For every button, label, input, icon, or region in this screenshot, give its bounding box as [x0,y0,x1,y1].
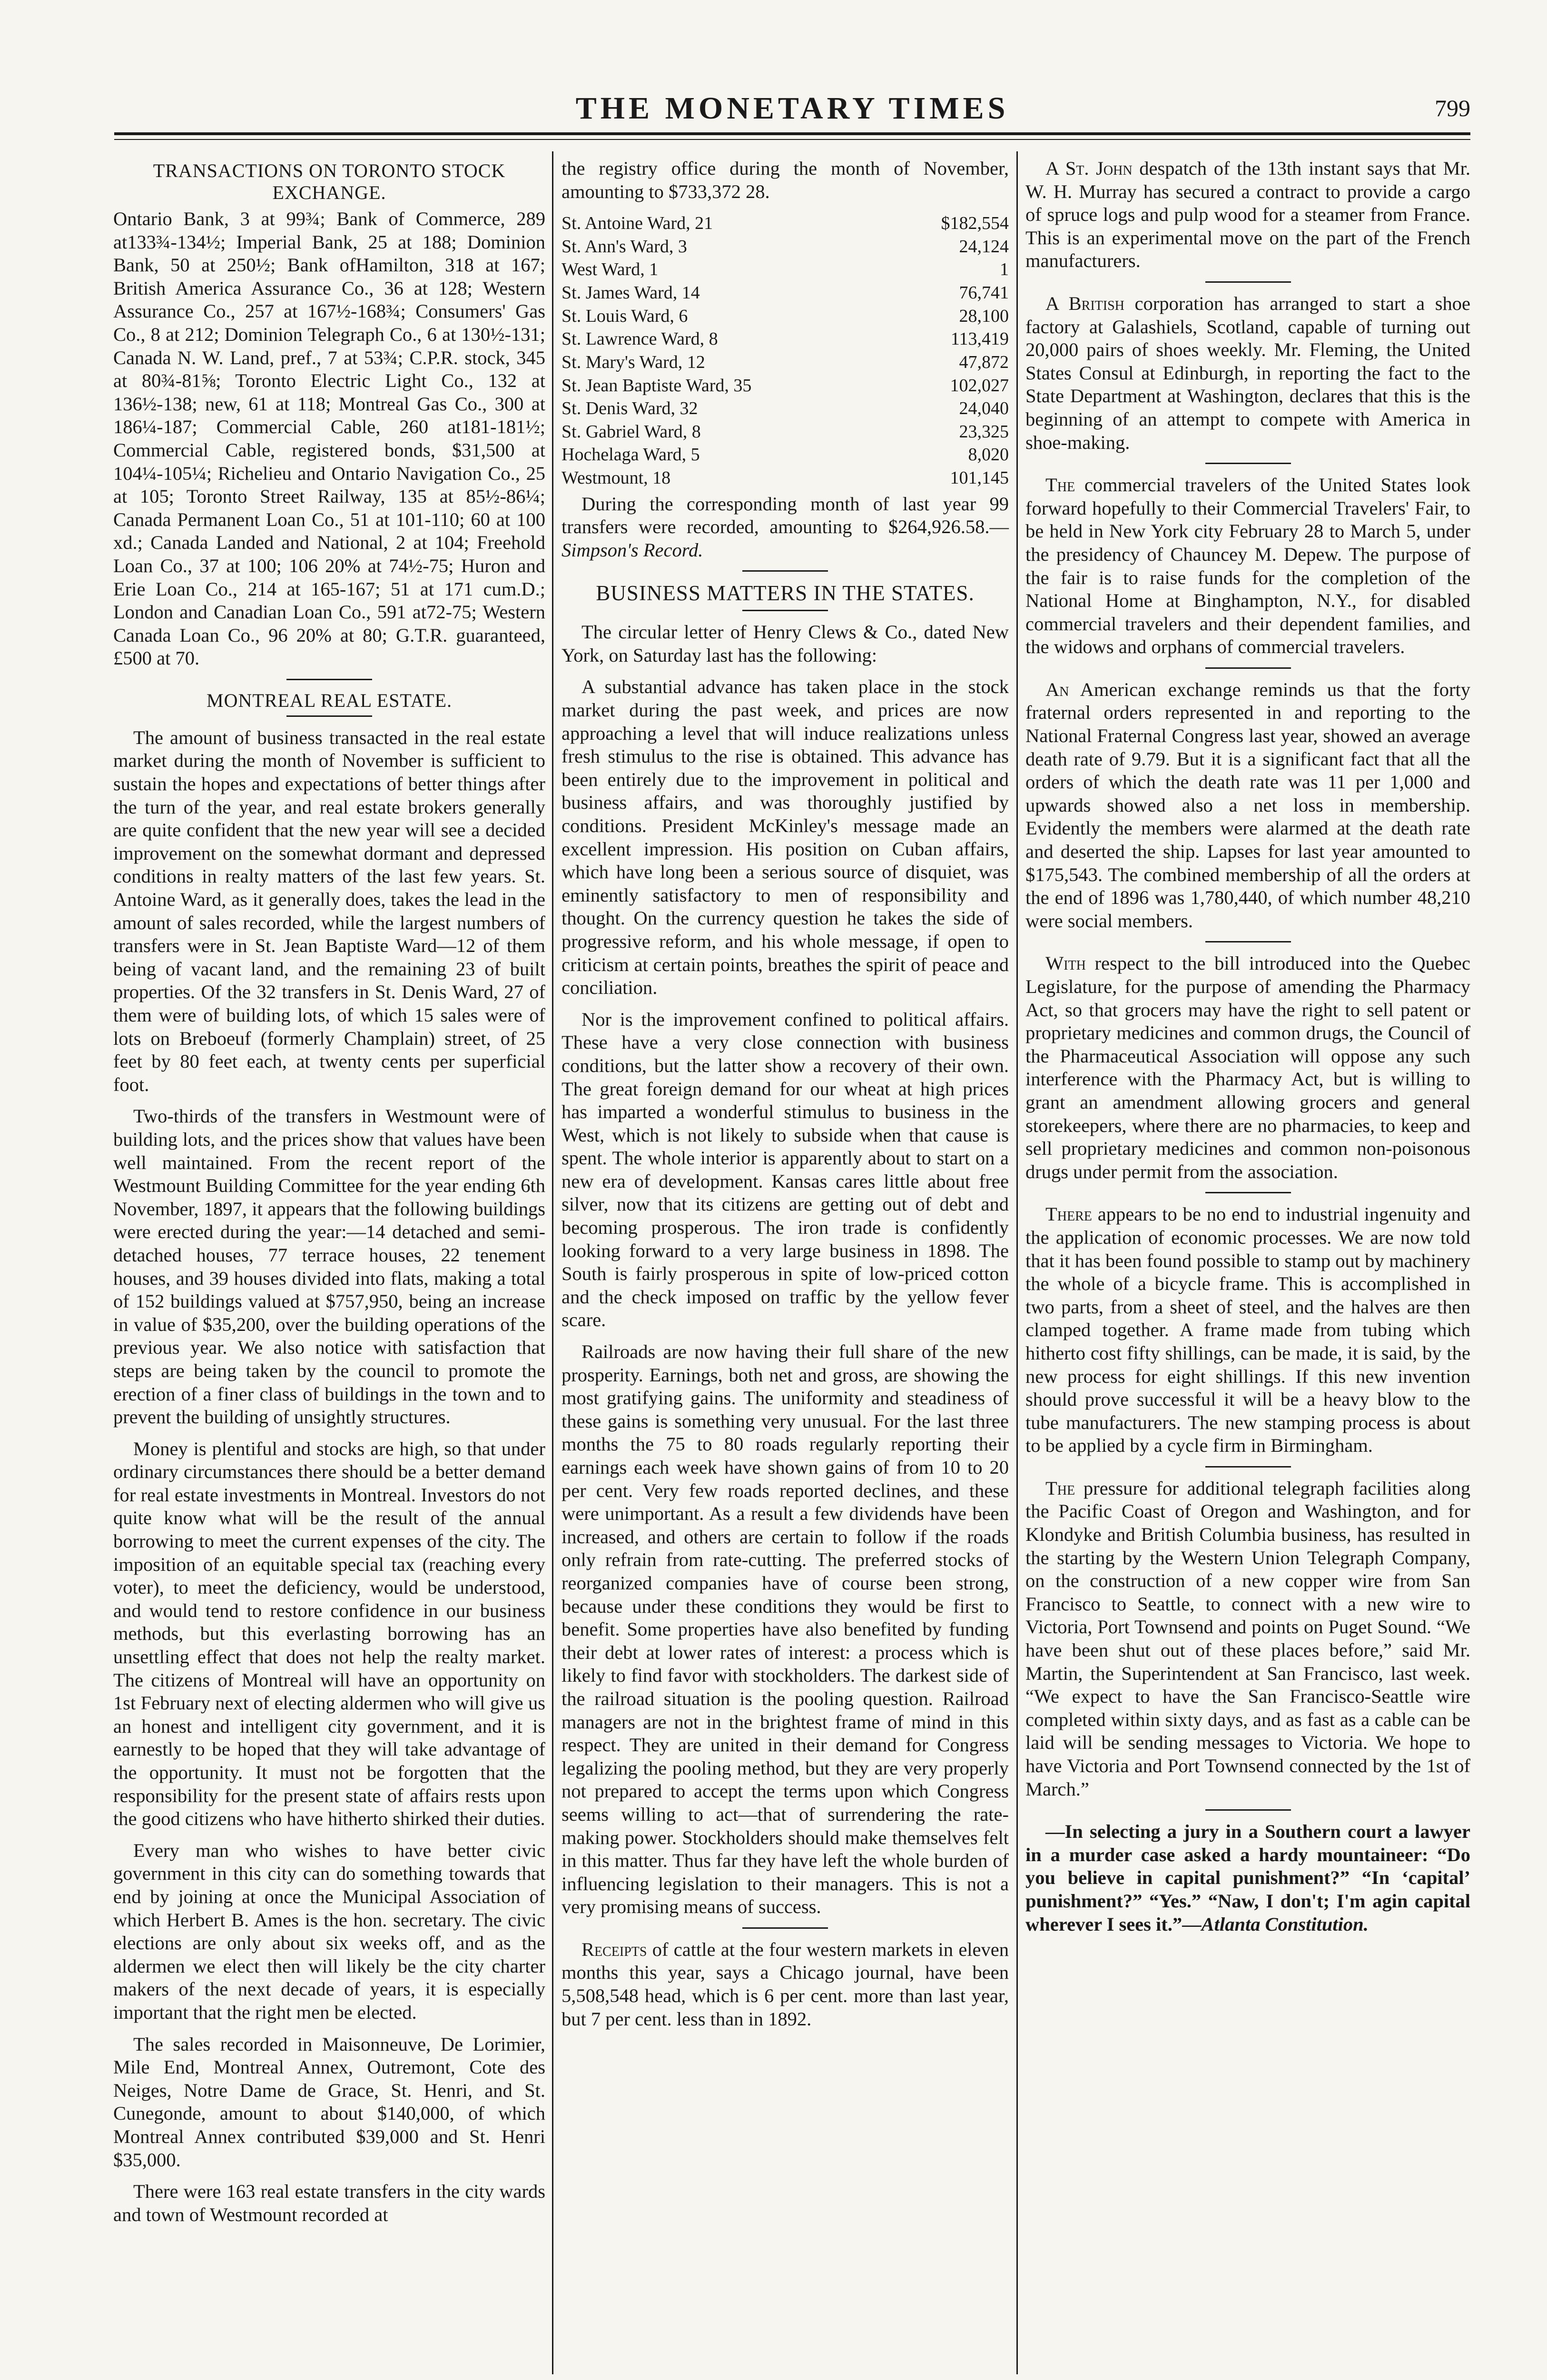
column-divider [552,151,553,2374]
table-row [562,397,1009,420]
section-rule [1205,1192,1291,1193]
news-item [1025,952,1470,1183]
ward-name: St. Denis Ward, 32 [562,398,698,419]
ward-amount: 113,419 [950,329,1009,349]
table-row [562,281,1009,305]
item-lead: The [1045,1477,1075,1499]
news-item [1025,1203,1470,1458]
ward-amount: 28,100 [959,306,1009,326]
table-row [562,374,1009,397]
ward-amount: 1 [1000,259,1009,280]
column-divider [1016,151,1018,2374]
ward-amount: $182,554 [941,213,1009,234]
ward-amount: 24,124 [959,236,1009,257]
section-rule [1205,1809,1291,1811]
jury-text: —In selecting a jury in a Southern court a lawyer in a murder case asked a hardy mountaineer: “Do you believe in capital punishment?” “In ‘capital’ punishment?” “Yes.” “Naw, I don't; I'm agin capital wherever I sees it.”— [1025,1821,1470,1935]
section-rule [286,715,372,717]
ward-name: St. Mary's Ward, 12 [562,352,705,372]
continuation-text: the registry office during the month of November, amounting to $733,372 28. [562,158,1009,202]
column-middle [562,157,1009,2039]
article-paragraph: Every man who wishes to have better civic government in this city can do something towards that end by joining at once the Municipal Association of which Herbert B. Ames is the hon. secretary. The civic elections are only about six weeks off, and as the aldermen we elect then will likely be the city charter makers of the next decade of years, it is especially important that the right men be elected. [113,1839,545,2023]
masthead [114,90,1470,129]
ward-name: St. Antoine Ward, 21 [562,213,713,234]
table-row [562,351,1009,374]
ward-note [562,493,1009,562]
ward-name: St. Ann's Ward, 3 [562,236,687,257]
ward-amount: 47,872 [959,352,1009,372]
item-text: commercial travelers of the United States look forward hopefully to their Commercial Travelers' Fair, to be held in New York city February 28 to March 5, under the presidency of Chauncey M. Depew. The purpose of the fair is to raise funds for the completion of the National Home at Binghampton, N.Y., for disabled commercial travelers and their dependent families, and the widows and orphans of commercial travelers. [1025,474,1470,658]
table-row [562,443,1009,466]
page-number: 799 [1435,95,1470,121]
section-rule [742,1927,828,1929]
ward-amount: 101,145 [950,468,1009,488]
item-text: corporation has arranged to start a shoe factory at Galashiels, Scotland, capable of turning out 20,000 pairs of shoes weekly. Mr. Fleming, the United States Consul at Edinburgh, in reporting the fact to the State Department at Washington, declares that this is the beginning of an attempt to compete with America in shoe-making. [1025,292,1470,453]
ward-note-text: During the corresponding month of last year 99 transfers were recorded, amounting to $264,926.58.— [562,493,1009,538]
article-paragraph: Money is plentiful and stocks are high, so that under ordinary circumstances there should be a better demand for real estate investments in Montreal. Investors do not quite know what will be the result of the annual borrowing to meet the current expenses of the city. The imposition of an equitable special tax (reaching every voter), to meet the deficiency, would be understood, and would tend to restore confidence in our business methods, but this everlasting borrowing has an unsettling effect that does not help the realty market. The citizens of Montreal will have an opportunity on 1st February next of electing aldermen who will give us an honest and intelligent city government, and it is earnestly to be hoped that they will take advantage of the opportunity. It must not be forgotten that the responsibility for the present state of affairs rests upon the good citizens who have hitherto shirked their duties. [113,1438,545,1830]
item-lead: Receipts [581,1938,647,1960]
header-rule-thick [114,132,1470,135]
ward-source: Simpson's Record. [562,539,703,561]
column-right [1025,157,1470,1944]
ward-name: St. Lawrence Ward, 8 [562,329,718,349]
ward-name: Westmount, 18 [562,468,671,488]
ward-amount: 8,020 [968,445,1009,465]
ward-name: West Ward, 1 [562,259,659,280]
section-rule [742,610,828,611]
publication-title: THE MONETARY TIMES [575,91,1009,126]
article-paragraph: A substantial advance has taken place in the stock market during the past week, and prices are now approaching a level that will induce realizations unless fresh stimulus to the rise is obtained. This advance has been entirely due to the improvement in political and business affairs, and was thoroughly justified by conditions. President McKinley's message made an excellent impression. His position on Cuban affairs, which have long been a serious source of disquiet, was eminently satisfactory to men of responsibility and thought. On the currency question he takes the side of progressive reform, and his whole message, if open to criticism at certain points, breathes the spirit of peace and conciliation. [562,676,1009,999]
ward-name: Hochelaga Ward, 5 [562,445,700,465]
cattle-item [562,1938,1009,2031]
ward-name: St. Louis Ward, 6 [562,306,688,326]
toronto-heading: TRANSACTIONS ON TORONTO STOCK EXCHANGE. [153,160,506,203]
item-text: despatch of the 13th instant says that Mr. W. H. Murray has secured a contract to provide a cargo of spruce logs and pulp wood for a steamer from France. This is an experimental move on the part of the French manufacturers. [1025,158,1470,272]
section-rule [1205,281,1291,283]
article-paragraph: There were 163 real estate transfers in the city wards and town of Westmount recorded at [113,2181,545,2225]
item-lead: A British [1045,292,1124,314]
ward-name: St. James Ward, 14 [562,283,700,303]
article-paragraph: Railroads are now having their full share of the new prosperity. Earnings, both net and gross, are showing the most gratifying gains. The uniformity and steadiness of these gains is something very unusual. For the last three months the 75 to 80 roads regularly reporting their earnings each week have shown gains of from 10 to 20 per cent. Very few roads reported declines, and these were unimportant. As a result a few dividends have been increased, and others are certain to follow if the roads only refrain from rate-cutting. The preferred stocks of reorganized companies have of course been strong, because under these conditions they would be first to benefit. Some properties have also benefited by funding their debt at lower rates of interest: a process which is likely to find favor with stockholders. The darkest side of the railroad situation is the pooling question. Railroad managers are not in the brightest frame of mind in this respect. They are united in their demand for Congress legalizing the pooling method, but they are very properly not prepared to accept the terms upon which Congress seems willing to act—that of surrendering the rate-making power. Stockholders should make themselves felt in this matter. Thus far they have left the whole burden of influencing legislation to their managers. This is not a very promising means of success. [562,1341,1009,1918]
section-rule [286,679,372,680]
item-lead: With [1045,952,1086,974]
ward-amount: 24,040 [959,398,1009,419]
toronto-transactions: Ontario Bank, 3 at 99¾; Bank of Commerce, 289 at133¾-134½; Imperial Bank, 25 at 188; Dominion Bank, 50 at 250½; Bank ofHamilton, 318 at 167; British America Assurance Co., 36 at 128; Western Assurance Co., 257 at 167½-168¾; Consumers' Gas Co., 8 at 212; Dominion Telegraph Co., 6 at 130½-131; Canada N. W. Land, pref., 7 at 53¾; C.P.R. stock, 345 at 80¾-81⅝; Toronto Electric Light Co., 132 at 136½-138; new, 61 at 118; Montreal Gas Co., 300 at 186¼-187; Commercial Cable, 260 at181-181½; Commercial Cable, registered bonds, $31,500 at 104¼-105¼; Richelieu and Ontario Navigation Co., 25 at 105; Toronto Street Railway, 135 at 85½-86¼; Canada Permanent Loan Co., 51 at 101-110; 60 at 100 xd.; Canada Landed and National, 2 at 104; Freehold Loan Co., 37 at 100; 106 20% at 74½-75; Huron and Erie Loan Co., 214 at 165-167; 51 at 171 cum.D.; London and Canadian Loan Co., 591 at72-75; Western Canada Loan Co., 96 20% at 80; G.T.R. guaranteed, £500 at 70. [113,208,545,669]
montreal-heading: MONTREAL REAL ESTATE. [207,689,452,711]
business-heading: BUSINESS MATTERS IN THE STATES. [596,581,975,605]
news-item [1025,292,1470,454]
article-paragraph: The amount of business transacted in the real estate market during the month of November is sufficient to sustain the hopes and expectations of better things after the turn of the year, and real estate brokers generally are quite confident that the new year will see a decided improvement on the somewhat dormant and depressed conditions in realty matters of the last few years. St. Antoine Ward, as it generally does, takes the lead in the amount of sales recorded, while the largest numbers of transfers were in St. Jean Baptiste Ward—12 of them being of vacant land, and the remaining 23 of built properties. Of the 32 transfers in St. Denis Ward, 27 of them were of building lots, of which 15 sales were of lots on Breboeuf (formerly Champlain) street, of 25 feet by 80 feet each, at twenty cents per superficial foot. [113,726,545,1095]
article-paragraph: The sales recorded in Maisonneuve, De Lorimier, Mile End, Montreal Annex, Outremont, Cote des Neiges, Notre Dame de Grace, St. Henri, and St. Cunegonde, amount to about $140,000, of which Montreal Annex contributed $39,000 and St. Henri $35,000. [113,2033,545,2171]
ward-amount: 76,741 [959,283,1009,303]
header-rule-thin [114,139,1470,140]
ward-name: St. Jean Baptiste Ward, 35 [562,375,752,396]
section-rule [1205,463,1291,464]
ward-amount: 102,027 [950,375,1009,396]
article-paragraph: Two-thirds of the transfers in Westmount were of building lots, and the prices show that values have been well maintained. From the recent report of the Westmount Building Committee for the year ending 6th November, 1897, it appears that the following buildings were erected during the year:—14 detached and semi-detached houses, 77 terrace houses, 22 tenement houses, and 39 houses divided into flats, making a total of 152 buildings valued at $757,950, being an increase in value of $35,200, over the building operations of the previous year. We also notice with satisfaction that steps are being taken by the council to promote the erection of a finer class of buildings in the town and to prevent the building of unsightly structures. [113,1105,545,1428]
news-item [1025,474,1470,659]
item-text: respect to the bill introduced into the Quebec Legislature, for the purpose of amending the Pharmacy Act, so that grocers may have the right to sell patent or proprietary medicines and common drugs, the Council of the Pharmaceutical Association will oppose any such interference with the Pharmacy Act, but is willing to grant an amendment allowing grocers and general storekeepers, where there are no pharmacies, to keep and sell proprietary medicines and common non-poisonous drugs under permit from the association. [1025,952,1470,1182]
jury-anecdote [1025,1820,1470,1936]
item-text: of cattle at the four western markets in eleven months this year, says a Chicago journal, have been 5,508,548 head, which is 6 per cent. more than last year, but 7 per cent. less than in 1892. [562,1938,1009,2030]
table-row [562,466,1009,490]
ward-name: St. Gabriel Ward, 8 [562,421,701,442]
table-row [562,235,1009,258]
table-row [562,212,1009,235]
table-row [562,420,1009,444]
item-text: American exchange reminds us that the forty fraternal orders represented in and reporting to the National Fraternal Congress last year, showed an average death rate of 9.79. But it is a significant fact that all the orders of which the death rate was 11 per 1,000 and upwards showed also a net loss in membership. Evidently the members were alarmed at the death rate and deserted the ship. Lapses for last year amounted to $175,543. The combined membership of all the orders at the end of 1896 was 1,780,440, of which number 48,210 were social members. [1025,678,1470,932]
article-paragraph: Nor is the improvement confined to political affairs. These have a very close connection with business conditions, but the latter show a recovery of their own. The great foreign demand for our wheat at high prices has imparted a wonderful stimulus to business in the West, which is not likely to subside when that cause is spent. The whole interior is apparently about to start on a new era of development. Kansas cares little about free silver, now that its citizens are getting out of debt and becoming prosperous. The iron trade is confidently looking forward to a very large business in 1898. The South is fairly prosperous in spite of low-priced cotton and the check imposed on traffic by the yellow fever scare. [562,1008,1009,1331]
ward-amount: 23,325 [959,421,1009,442]
item-lead: An [1045,678,1069,700]
section-rule [1205,667,1291,669]
section-rule [742,570,828,572]
item-lead: A St. John [1045,158,1133,179]
section-rule [1205,1466,1291,1468]
news-item [1025,157,1470,273]
item-text: appears to be no end to industrial ingenuity and the application of economic processes. We are now told that it has been found possible to stamp out by machinery the whole of a bicycle frame. This is accomplished in two parts, from a sheet of steel, and the halves are then clamped together. A frame made from tubing which hitherto cost fifty shillings, can be made, it is said, by the new process for eight shillings. If this new invention should prove successful it will be a heavy blow to the tube manufacturers. The new stamping process is about to be applied by a cycle firm in Birmingham. [1025,1203,1470,1457]
section-rule [1205,941,1291,942]
news-item [1025,678,1470,933]
jury-source: Atlanta Constitution. [1201,1913,1369,1935]
ward-transfers-table [562,212,1009,490]
table-row [562,258,1009,281]
column-left [113,157,545,2235]
article-paragraph: The circular letter of Henry Clews & Co., dated New York, on Saturday last has the following: [562,621,1009,666]
table-row [562,327,1009,351]
item-lead: There [1045,1203,1092,1225]
table-row [562,305,1009,328]
item-text: pressure for additional telegraph facilities along the Pacific Coast of Oregon and Washington, and for Klondyke and British Columbia business, has resulted in the starting by the Western Union Telegraph Company, on the construction of a new copper wire from San Francisco to Seattle, to connect with a new wire to Victoria, Port Townsend and points on Puget Sound. “We have been shut out of these places before,” said Mr. Martin, the Superintendent at San Francisco, last week. “We expect to have the San Francisco-Seattle wire completed within sixty days, and as fast as a cable can be laid will be sending messages to Victoria. We hope to have Victoria and Port Townsend connected by the 1st of March.” [1025,1477,1470,1800]
item-lead: The [1045,474,1075,496]
news-item [1025,1477,1470,1801]
